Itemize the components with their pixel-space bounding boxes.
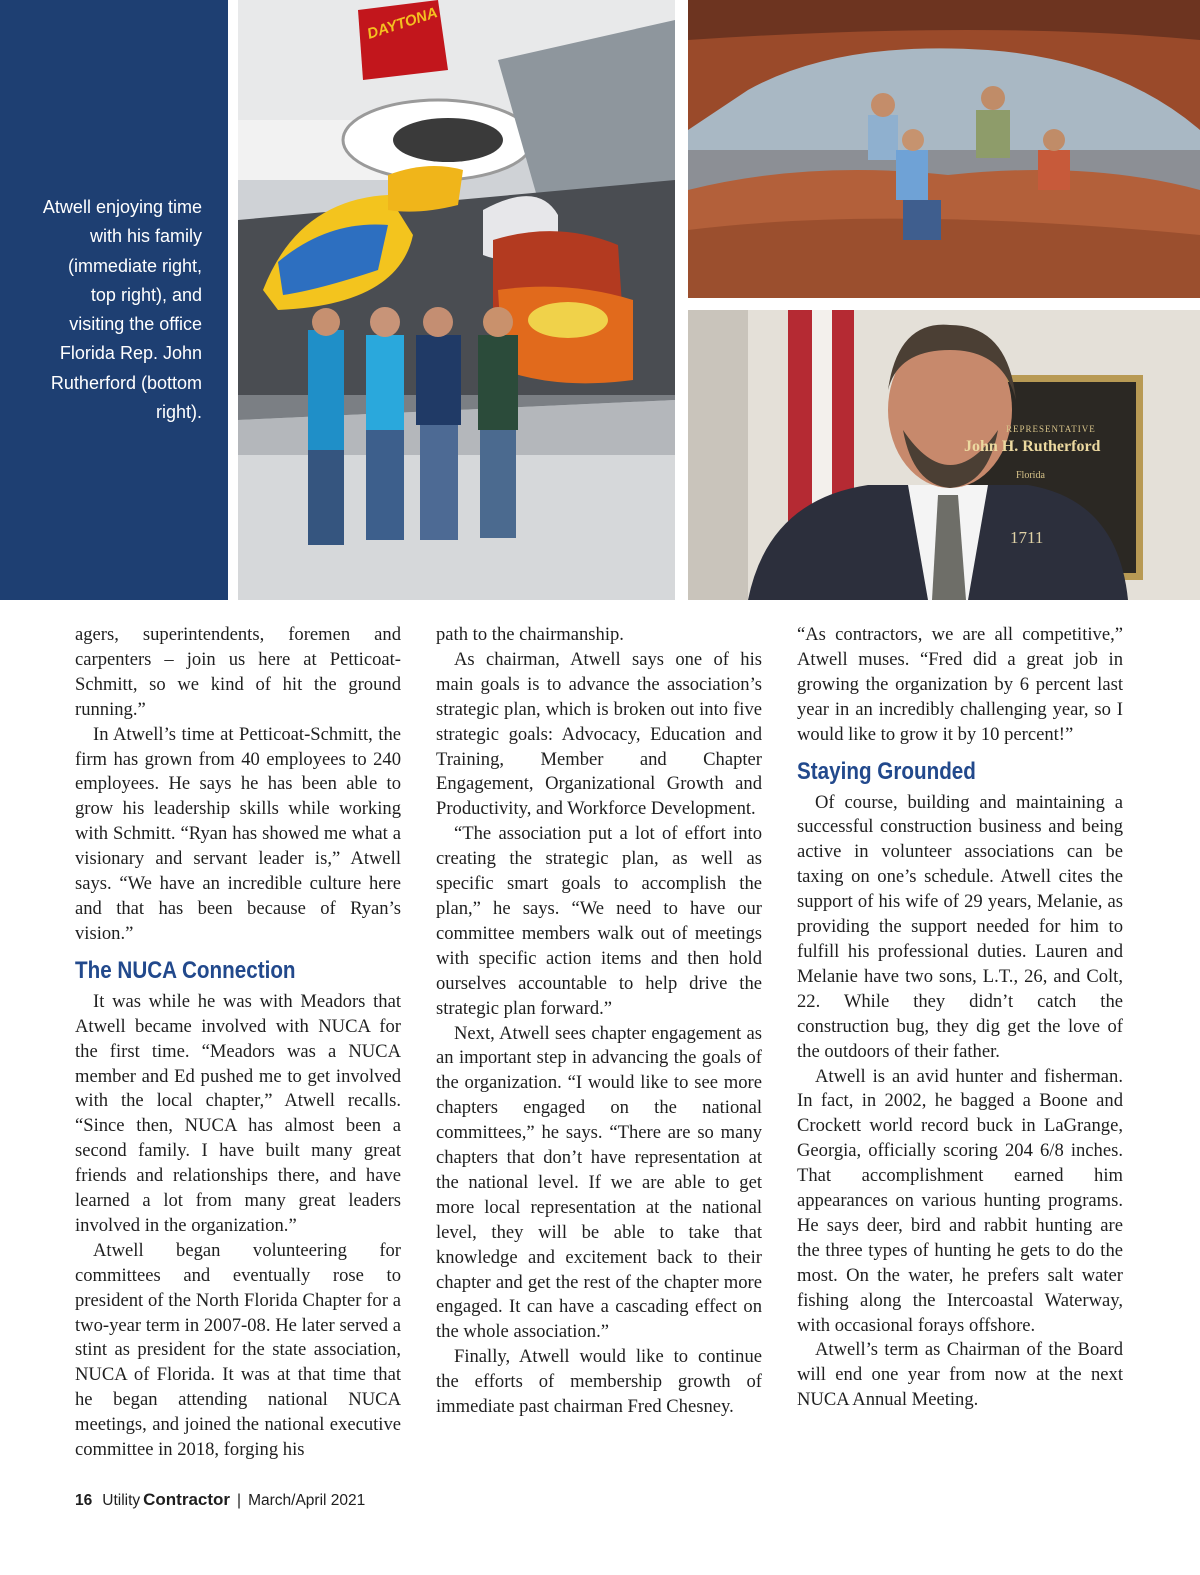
paragraph: “As contractors, we are all competitive,” Atwell muses. “Fred did a great job in growing the organization by 6 percent last year in an incredibly challenging year, so I would like to grow it by 10 percent!”: [797, 624, 1123, 745]
photo-daytona-family: [238, 0, 675, 600]
plaque-name: John H. Rutherford: [964, 438, 1101, 455]
paragraph: Next, Atwell sees chapter engagement as an important step in advancing the goals of the organization. “I would like to see more chapters engaged on the national committees,” he says. “There are so many chapters that don’t have representation at the national level. If we are able to get more local representation at the national level, they will be able to take that knowledge and excitement back to their chapter and get the rest of the chapter more engaged. It can have a cascading effect on the whole association.”: [436, 1022, 762, 1343]
paragraph: Finally, Atwell would like to continue the efforts of membership growth of immediate past chairman Fred Chesney.: [436, 1346, 762, 1418]
room-number: 1711: [1010, 528, 1044, 547]
paragraph: Atwell is an avid hunter and fisherman. In fact, in 2002, he bagged a Boone and Crockett world record buck in LaGrange, Georgia, officially scoring 204 6/8 inches. That accomplishment earned him appearances on various hunting programs. He says deer, bird and rabbit hunting are the three types of hunting he gets to do the most. On the water, he prefers salt water fishing along the Intercoastal Waterway, with occasional forays offshore.: [797, 1065, 1123, 1336]
paragraph: Atwell began volunteering for committees and eventually rose to president of the North Florida Chapter for a two-year term in 2007-08. He later served a stint as president for the state association, NUCA of Florida. It was at that time that he began attending national NUCA meetings, and joined the national executive committee in 2018, forging his: [75, 1239, 401, 1461]
section-heading: The NUCA Connection: [75, 956, 296, 984]
footer-divider: |: [237, 1492, 242, 1509]
publication-name-light: Utility: [102, 1492, 141, 1509]
paragraph: It was while he was with Meadors that Atwell became involved with NUCA for the first time. “Meadors was a NUCA member and Ed pushed me to get involved with the local chapter,” Atwell recalls. “Since then, NUCA has almost been a second family. I have built many great friends and relationships there, and have learned a lot from many great leaders involved in the organization.”: [75, 990, 401, 1236]
issue-date: March/April 2021: [248, 1492, 366, 1509]
page-footer: [75, 1490, 365, 1510]
daytona-sign: DAYTONA: [365, 4, 440, 43]
photo-arch-family: [688, 0, 1200, 298]
paragraph: Of course, building and maintaining a successful construction business and being active in volunteer associations can be taxing on one’s schedule. Atwell cites the support of his wife of 29 years, Melanie, as providing the support needed for him to fulfill his professional duties. Lauren and Melanie have two sons, L.T., 26, and Colt, 22. While they didn’t catch the construction bug, they dig get the love of the outdoors of their father.: [797, 791, 1123, 1062]
section-heading: Staying Grounded: [797, 757, 976, 785]
publication-name-bold: Contractor: [143, 1490, 231, 1509]
paragraph: In Atwell’s time at Petticoat-Schmitt, the firm has grown from 40 employees to 240 employees. He says he has been able to grow his leadership skills while working with Schmitt. “Ryan has showed me what a visionary and servant leader is,” Atwell says. “We have an incredible culture here and that has been because of Ryan’s vision.”: [75, 723, 401, 944]
paragraph: As chairman, Atwell says one of his main goals is to advance the association’s strategic plan, which is broken out into five strategic goals: Advocacy, Education and Training, Member and Chapter Engagement, Organizational Growth and Productivity, and Workforce Development.: [436, 648, 762, 820]
plaque-state: Florida: [1016, 470, 1045, 481]
paragraph: path to the chairmanship.: [436, 624, 624, 645]
photo-rutherford-office: [688, 310, 1200, 600]
photo-strip: [0, 0, 1200, 600]
page-number: 16: [75, 1492, 93, 1509]
paragraph: “The association put a lot of effort into creating the strategic plan, as well as specific smart goals to accomplish the plan,” he says. “We need to have our committee members walk out of meetings with specific action items and then hold ourselves accountable to help drive the strategic plan forward.”: [436, 823, 762, 1019]
plaque-title: REPRESENTATIVE: [1006, 424, 1096, 434]
article-column-1: [75, 623, 401, 1463]
paragraph: Atwell’s term as Chairman of the Board will end one year from now at the next NUCA Annual Meeting.: [797, 1339, 1123, 1411]
photo-caption: Atwell enjoying time with his family (immediate right, top right), and visiting the office Florida Rep. John Rutherford (bottom right).: [42, 197, 202, 423]
caption-panel: [0, 0, 228, 600]
paragraph: agers, superintendents, foremen and carpenters – join us here at Petticoat-Schmitt, so we kind of hit the ground running.”: [75, 624, 401, 720]
article-column-3: [797, 623, 1123, 1413]
article-column-2: [436, 623, 762, 1420]
